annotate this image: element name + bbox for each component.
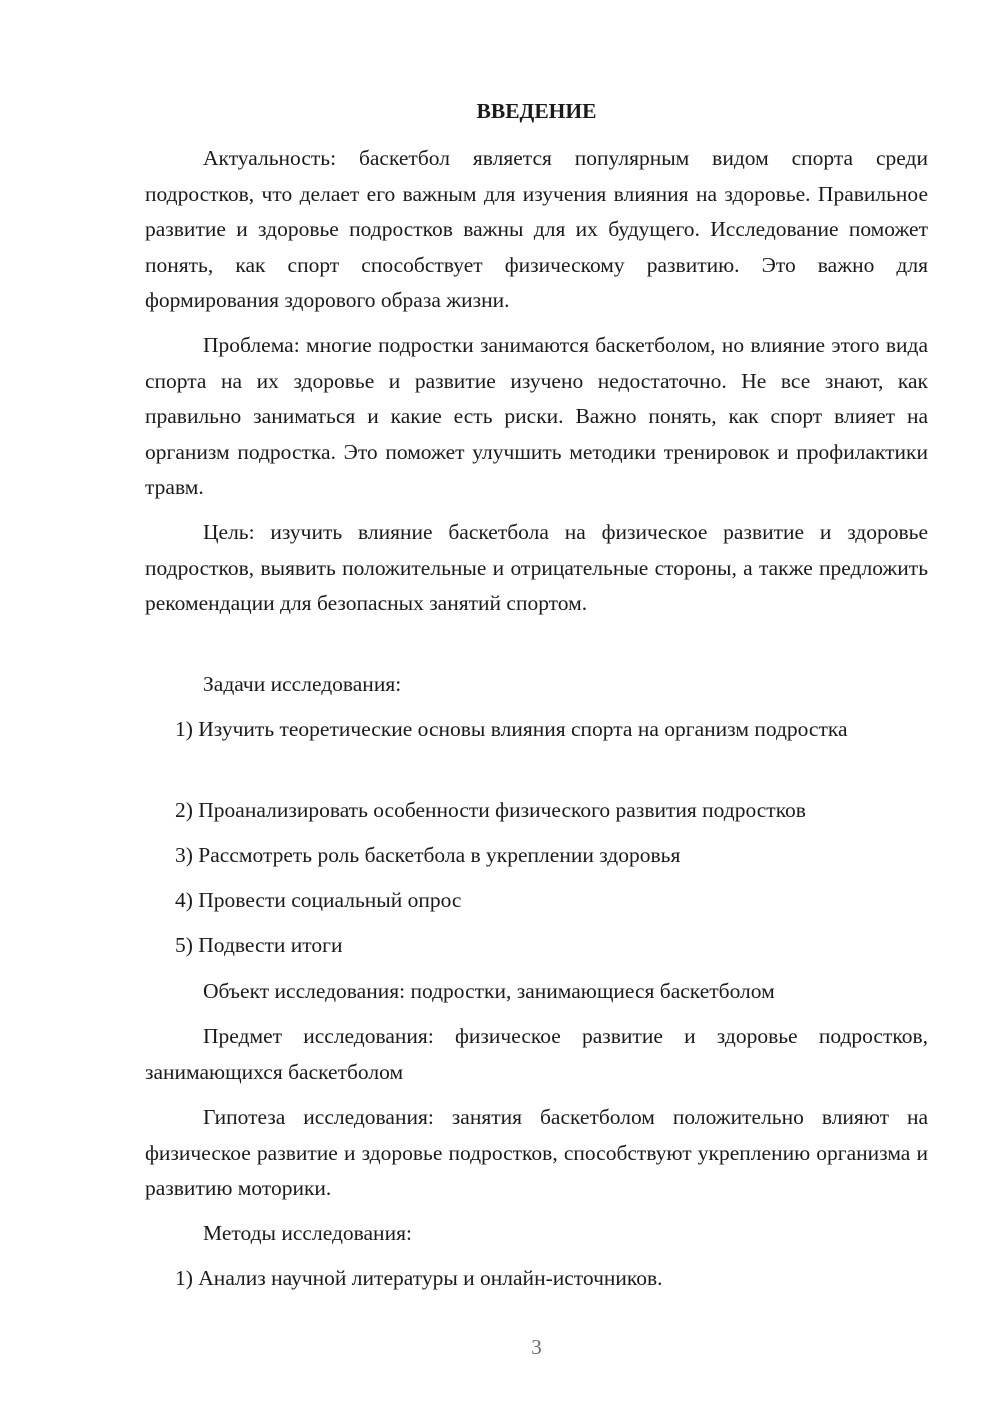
methods-title: Методы исследования: [203, 1221, 412, 1245]
object-paragraph: Объект исследования: подростки, занимающиеся баскетболом [203, 979, 775, 1003]
hypothesis-paragraph: Гипотеза исследования: занятия баскетболом положительно влияют на физическое развитие и здоровье подростков, способствуют укреплению организма и развитию моторики. [145, 1105, 928, 1201]
task-item: 1) Изучить теоретические основы влияния спорта на организм подростка [175, 717, 848, 741]
problem-paragraph: Проблема: многие подростки занимаются баскетболом, но влияние этого вида спорта на их здоровье и развитие изучено недостаточно. Не все знают, как правильно заниматься и какие есть риски. Важно понять, как спорт влияет на организм подростка. Это поможет улучшить методики тренировок и профилактики травм. [145, 333, 928, 500]
tasks-title: Задачи исследования: [203, 672, 402, 696]
method-item: 1) Анализ научной литературы и онлайн-источников. [175, 1266, 663, 1290]
goal-paragraph: Цель: изучить влияние баскетбола на физическое развитие и здоровье подростков, выявить положительные и отрицательные стороны, а также предложить рекомендации для безопасных занятий спортом. [145, 520, 928, 616]
relevance-paragraph: Актуальность: баскетбол является популярным видом спорта среди подростков, что делает его важным для изучения влияния на здоровье. Правильное развитие и здоровье подростков важны для их будущего. Исследование поможет понять, как спорт способствует физическому развитию. Это важно для формирования здорового образа жизни. [145, 146, 928, 313]
task-item: 4) Провести социальный опрос [175, 888, 462, 912]
task-item: 3) Рассмотреть роль баскетбола в укреплении здоровья [175, 843, 681, 867]
page-number: 3 [531, 1335, 542, 1359]
page-title: ВВЕДЕНИЕ [476, 99, 597, 123]
task-item: 5) Подвести итоги [175, 933, 343, 957]
task-item: 2) Проанализировать особенности физического развития подростков [175, 798, 806, 822]
subject-paragraph: Предмет исследования: физическое развитие и здоровье подростков, занимающихся баскетболом [145, 1024, 928, 1084]
